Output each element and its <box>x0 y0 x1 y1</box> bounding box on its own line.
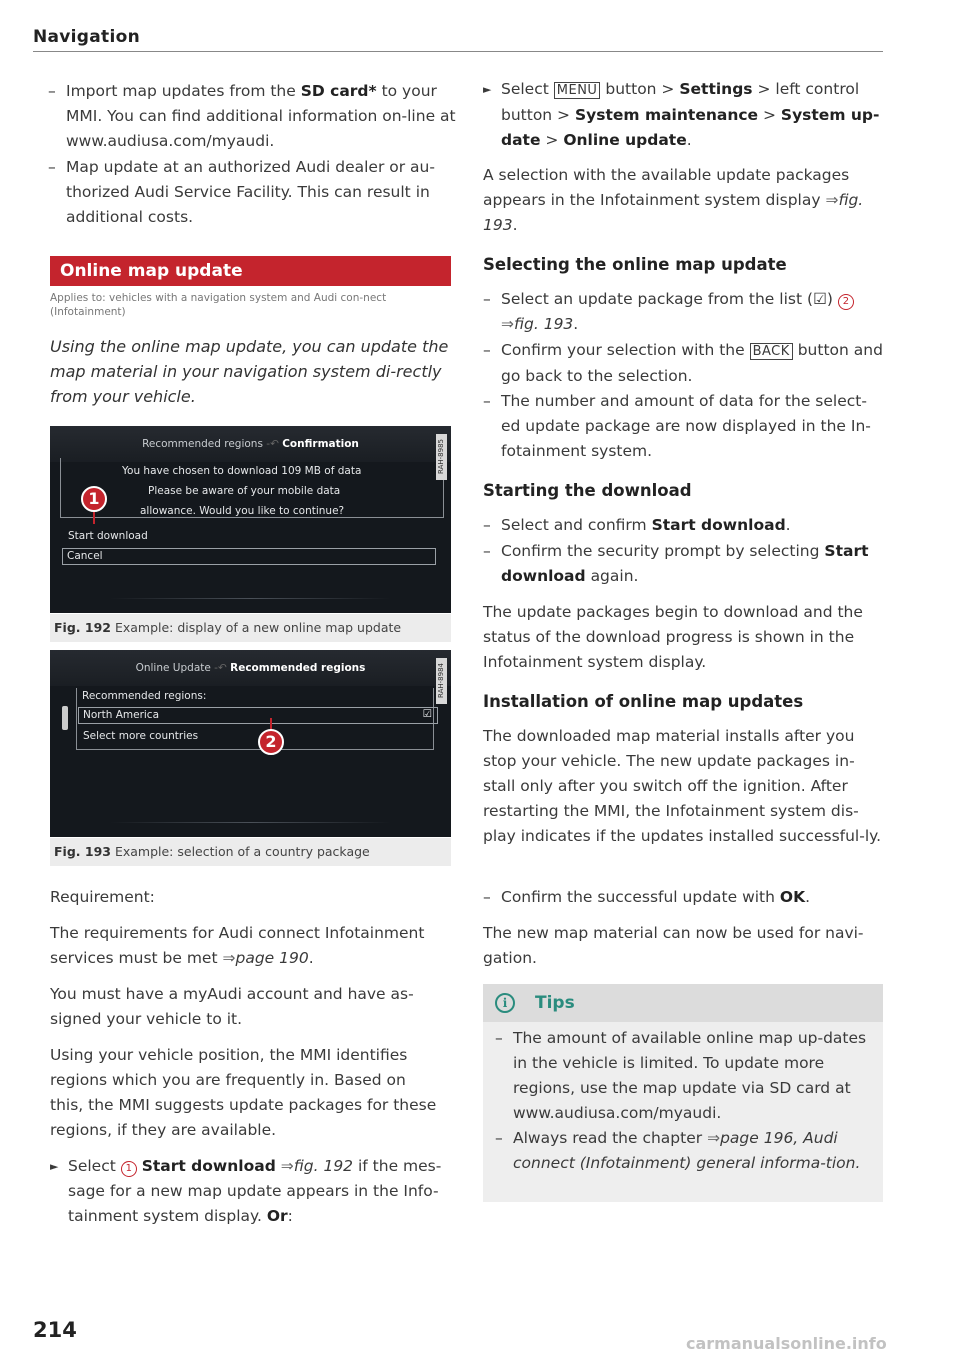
subheading: Installation of online map updates <box>483 692 804 711</box>
list-item: – Confirm your selection with the BACK button and go back to the selection. <box>483 341 883 385</box>
figure-code: RAH-8984 <box>436 658 447 704</box>
callout-ref-1: 1 <box>121 1161 137 1177</box>
section-intro: Using the online map update, you can update the map material in your navigation system di-rectly from your vehicle. <box>50 337 449 406</box>
list-item: – Map update at an authorized Audi dealer or au-thorized Audi Service Facility. This can result in additional costs. <box>48 158 435 226</box>
list-item: – Always read the chapter ⇒page 196, Audi connect (Infotainment) general informa-tion. <box>495 1129 861 1172</box>
figure-192 <box>50 426 451 613</box>
subheading: Starting the download <box>483 481 692 500</box>
figure-text: allowance. Would you like to continue? <box>140 505 345 517</box>
list-item: – Import map updates from the SD card* to your MMI. You can find additional information on-line at www.audiusa.com/myaudi. <box>48 82 456 150</box>
figure-193 <box>50 650 451 837</box>
callout-1: 1 <box>81 486 107 512</box>
callout-ref-2: 2 <box>838 294 854 310</box>
paragraph: Using your vehicle position, the MMI identifies regions which you are frequently in. Based on this, the MMI suggests update packages for these regions, if they are available. <box>50 1046 437 1139</box>
section-title: Online map update <box>50 256 451 286</box>
figure-text: You have chosen to download 109 MB of data <box>122 465 362 477</box>
paragraph: The new map material can now be used for navi-gation. <box>483 924 864 967</box>
list-item: – Confirm the security prompt by selecting Start download again. <box>483 542 869 585</box>
list-item: – The number and amount of data for the select-ed update package are now displayed in the In-fotainment system. <box>483 392 871 460</box>
header-divider <box>33 51 883 52</box>
tips-box <box>483 984 883 1202</box>
page-number: 214 <box>33 1318 77 1342</box>
checkbox-icon: ☑ <box>813 290 827 308</box>
checkbox-icon: ☑ <box>422 708 432 720</box>
paragraph: The downloaded map material installs after you stop your vehicle. The new update packages in-stall only after you switch off the ignition. After restarting the MMI, the Infotainment system dis-play indicates if the updates installed successful-ly. <box>483 727 882 845</box>
paragraph: A selection with the available update packages appears in the Infotainment system display ⇒fig. 193. <box>483 166 864 234</box>
paragraph: You must have a myAudi account and have as-signed your vehicle to it. <box>50 985 414 1028</box>
figure-text: Please be aware of your mobile data <box>148 485 341 497</box>
page-header-title: Navigation <box>33 27 140 47</box>
paragraph: The requirements for Audi connect Infotainment services must be met ⇒page 190. <box>50 924 425 967</box>
requirement-label: Requirement: <box>50 888 155 906</box>
step: ► Select 1 Start download ⇒fig. 192 if the mes-sage for a new map update appears in the Info-tainment system display. Or: <box>50 1157 442 1225</box>
list-item: – Select and confirm Start download. <box>483 516 791 534</box>
figure-caption: Fig. 192 Example: display of a new online map update <box>50 614 451 642</box>
list-item: – Select an update package from the list (☑) 2 ⇒fig. 193. <box>483 287 883 337</box>
figure-caption: Fig. 193 Example: selection of a country package <box>50 838 451 866</box>
watermark: carmanualsonline.info <box>686 1334 887 1353</box>
list-item: – Confirm the successful update with OK. <box>483 888 811 906</box>
figure-title-bar: Recommended regions -↶ Confirmation <box>50 426 451 462</box>
list-item: – The amount of available online map up-dates in the vehicle is limited. To update more regions, use the map update via SD card at www.audiusa.com/myaudi. <box>495 1029 867 1122</box>
applies-note: Applies to: vehicles with a navigation system and Audi con-nect (Infotainment) <box>50 292 387 318</box>
step: ► Select MENU button > Settings > left control button > System maintenance > System up-date > Online update. <box>483 80 880 149</box>
figure-selected-option: Cancel <box>62 548 436 565</box>
tips-title: Tips <box>535 993 575 1013</box>
info-icon: i <box>495 993 515 1013</box>
figure-selected-option: North America ☑ <box>78 707 438 724</box>
subheading: Selecting the online map update <box>483 255 787 274</box>
paragraph: The update packages begin to download and the status of the download progress is shown in the Infotainment system display. <box>483 603 863 671</box>
callout-2: 2 <box>258 729 284 755</box>
figure-title-bar: Online Update -↶ Recommended regions <box>50 650 451 686</box>
scrollbar-icon <box>62 706 68 730</box>
figure-code: RAH-8985 <box>436 434 447 480</box>
figure-option: Select more countries <box>83 730 199 742</box>
figure-text: Recommended regions: <box>82 690 207 702</box>
figure-option: Start download <box>68 530 148 542</box>
